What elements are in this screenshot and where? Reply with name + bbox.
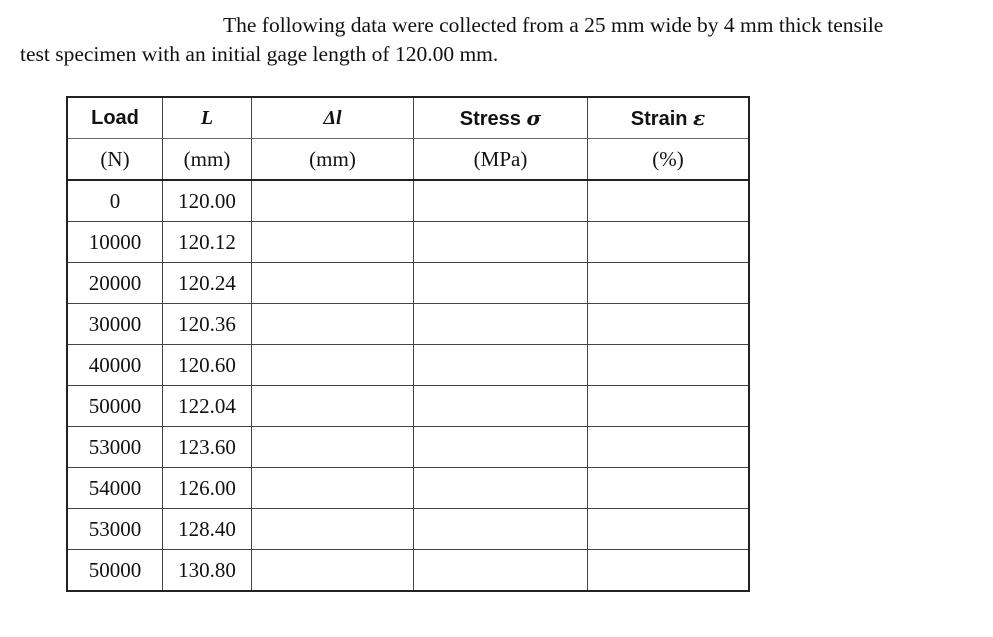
strain-cell [588,386,750,427]
load-cell: 54000 [67,468,163,509]
strain-cell [588,180,750,222]
load-cell: 50000 [67,386,163,427]
strain-cell [588,222,750,263]
delta-cell [252,222,414,263]
delta-cell [252,304,414,345]
unit-stress: (MPa) [414,139,588,181]
table-row [67,345,749,386]
header-load: Load [67,97,163,139]
length-cell: 120.24 [163,263,252,304]
strain-cell [588,345,750,386]
length-cell: 120.60 [163,345,252,386]
stress-cell [414,345,588,386]
length-cell: 130.80 [163,550,252,592]
load-cell: 50000 [67,550,163,592]
header-strain-label: Strain [630,107,688,130]
load-cell: 53000 [67,427,163,468]
load-cell: 30000 [67,304,163,345]
table-row [67,304,749,345]
header-stress-label: Stress [459,107,521,130]
length-cell: 128.40 [163,509,252,550]
stress-cell [414,304,588,345]
delta-cell [252,180,414,222]
table-row [67,386,749,427]
unit-strain: (%) [588,139,750,181]
stress-cell [414,222,588,263]
table-row [67,468,749,509]
problem-statement [20,11,980,69]
length-cell: 122.04 [163,386,252,427]
delta-cell [252,386,414,427]
header-delta-symbol: Δl [323,106,342,129]
length-cell: 123.60 [163,427,252,468]
stress-cell [414,509,588,550]
header-strain [588,97,750,139]
strain-cell [588,263,750,304]
delta-cell [252,345,414,386]
length-cell: 126.00 [163,468,252,509]
load-cell: 20000 [67,263,163,304]
load-cell: 0 [67,180,163,222]
header-stress-symbol: σ [526,105,542,130]
stress-cell [414,180,588,222]
table-row [67,222,749,263]
stress-cell [414,427,588,468]
unit-load: (N) [67,139,163,181]
delta-cell [252,263,414,304]
unit-length: (mm) [163,139,252,181]
strain-cell [588,550,750,592]
problem-statement-line-1: The following data were collected from a 25 mm wide by 4 mm thick tensile [223,13,884,37]
delta-cell [252,509,414,550]
stress-cell [414,468,588,509]
table-row [67,180,749,222]
length-cell: 120.00 [163,180,252,222]
delta-cell [252,468,414,509]
strain-cell [588,468,750,509]
table-header-row [67,97,749,139]
stress-cell [414,386,588,427]
load-cell: 53000 [67,509,163,550]
strain-cell [588,304,750,345]
length-cell: 120.36 [163,304,252,345]
load-cell: 40000 [67,345,163,386]
header-stress [414,97,588,139]
strain-cell [588,427,750,468]
header-delta [252,97,414,139]
header-length [163,97,252,139]
stress-cell [414,550,588,592]
header-length-symbol: L [200,106,214,129]
problem-statement-line-2: test specimen with an initial gage length of 120.00 mm. [20,42,499,66]
table-row [67,509,749,550]
load-cell: 10000 [67,222,163,263]
delta-cell [252,550,414,592]
table-row [67,263,749,304]
tensile-data-table [66,96,750,592]
delta-cell [252,427,414,468]
table-row [67,550,749,592]
unit-delta: (mm) [252,139,414,181]
stress-cell [414,263,588,304]
table-units-row [67,139,749,181]
header-strain-symbol: ε [693,105,706,130]
strain-cell [588,509,750,550]
length-cell: 120.12 [163,222,252,263]
table-row [67,427,749,468]
